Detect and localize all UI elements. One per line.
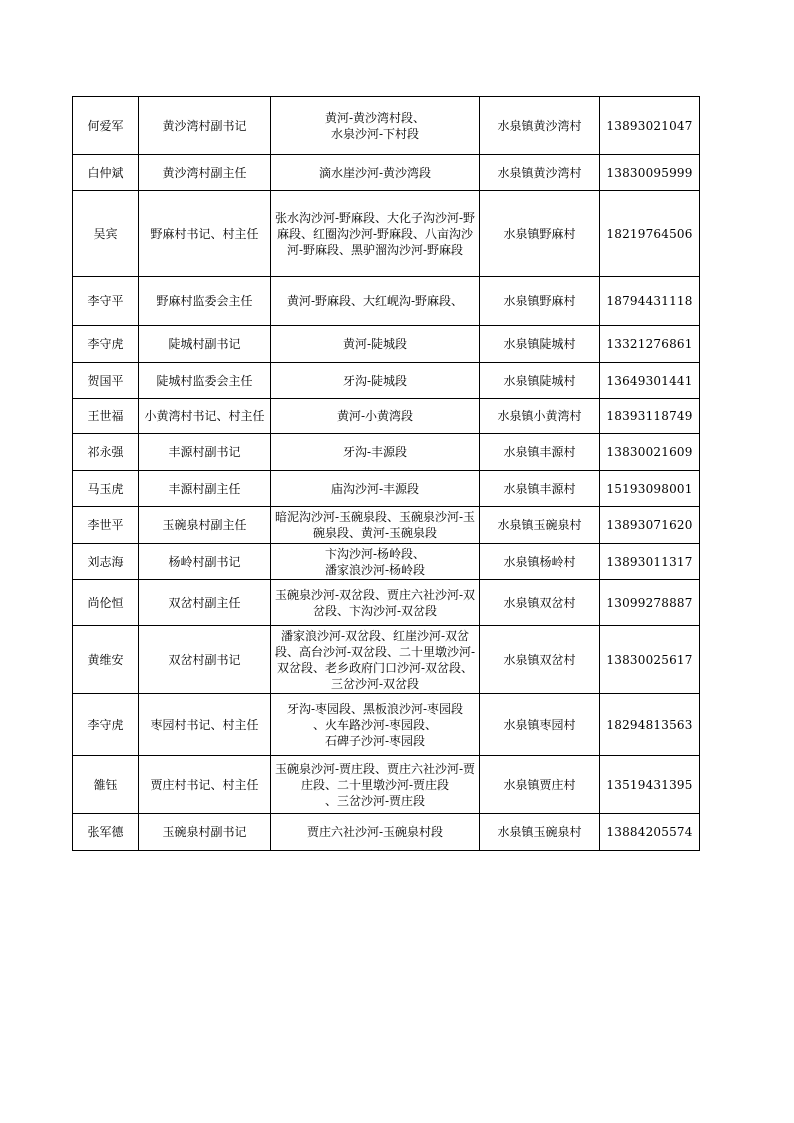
phone-cell: 13830095999 <box>600 155 700 191</box>
village-cell: 水泉镇野麻村 <box>480 277 600 326</box>
phone-cell: 13893071620 <box>600 507 700 544</box>
section-cell: 庙沟沙河-丰源段 <box>271 471 480 507</box>
name-cell: 白仲斌 <box>73 155 139 191</box>
table-row <box>73 155 700 191</box>
village-cell: 水泉镇丰源村 <box>480 434 600 471</box>
table-body <box>73 97 700 851</box>
role-cell: 陡城村监委会主任 <box>139 363 271 399</box>
table-row <box>73 626 700 694</box>
table-row <box>73 580 700 626</box>
phone-cell: 13893011317 <box>600 544 700 580</box>
village-cell: 水泉镇玉碗泉村 <box>480 814 600 851</box>
phone-cell: 18294813563 <box>600 694 700 756</box>
section-cell: 卞沟沙河-杨岭段、 潘家浪沙河-杨岭段 <box>271 544 480 580</box>
phone-cell: 18219764506 <box>600 191 700 277</box>
phone-cell: 13830021609 <box>600 434 700 471</box>
role-cell: 枣园村书记、村主任 <box>139 694 271 756</box>
section-cell: 黄河-陡城段 <box>271 326 480 363</box>
village-cell: 水泉镇贾庄村 <box>480 756 600 814</box>
name-cell: 马玉虎 <box>73 471 139 507</box>
role-cell: 双岔村副书记 <box>139 626 271 694</box>
role-cell: 玉碗泉村副书记 <box>139 814 271 851</box>
role-cell: 玉碗泉村副主任 <box>139 507 271 544</box>
village-cell: 水泉镇双岔村 <box>480 580 600 626</box>
table-row <box>73 694 700 756</box>
name-cell: 李世平 <box>73 507 139 544</box>
name-cell: 黄维安 <box>73 626 139 694</box>
table-row <box>73 277 700 326</box>
phone-cell: 13884205574 <box>600 814 700 851</box>
role-cell: 杨岭村副书记 <box>139 544 271 580</box>
village-cell: 水泉镇玉碗泉村 <box>480 507 600 544</box>
section-cell: 贾庄六社沙河-玉碗泉村段 <box>271 814 480 851</box>
role-cell: 小黄湾村书记、村主任 <box>139 399 271 434</box>
name-cell: 吴宾 <box>73 191 139 277</box>
table-row <box>73 97 700 155</box>
village-cell: 水泉镇杨岭村 <box>480 544 600 580</box>
phone-cell: 13321276861 <box>600 326 700 363</box>
role-cell: 野麻村书记、村主任 <box>139 191 271 277</box>
phone-cell: 18794431118 <box>600 277 700 326</box>
village-cell: 水泉镇黄沙湾村 <box>480 155 600 191</box>
phone-cell: 13099278887 <box>600 580 700 626</box>
section-cell: 玉碗泉沙河-贾庄段、贾庄六社沙河-贾庄段、二十里墩沙河-贾庄段 、三岔沙河-贾庄段 <box>271 756 480 814</box>
role-cell: 丰源村副书记 <box>139 434 271 471</box>
role-cell: 陡城村副书记 <box>139 326 271 363</box>
village-cell: 水泉镇陡城村 <box>480 363 600 399</box>
phone-cell: 13830025617 <box>600 626 700 694</box>
village-cell: 水泉镇陡城村 <box>480 326 600 363</box>
phone-cell: 13893021047 <box>600 97 700 155</box>
table-row <box>73 399 700 434</box>
table-row <box>73 471 700 507</box>
section-cell: 张水沟沙河-野麻段、大化子沟沙河-野麻段、红圈沟沙河-野麻段、八亩沟沙河-野麻段、黑驴溜沟沙河-野麻段 <box>271 191 480 277</box>
role-cell: 双岔村副主任 <box>139 580 271 626</box>
table-row <box>73 544 700 580</box>
section-cell: 玉碗泉沙河-双岔段、贾庄六社沙河-双岔段、卞沟沙河-双岔段 <box>271 580 480 626</box>
village-cell: 水泉镇黄沙湾村 <box>480 97 600 155</box>
table-row <box>73 434 700 471</box>
phone-cell: 13519431395 <box>600 756 700 814</box>
village-cell: 水泉镇枣园村 <box>480 694 600 756</box>
role-cell: 黄沙湾村副主任 <box>139 155 271 191</box>
role-cell: 丰源村副主任 <box>139 471 271 507</box>
name-cell: 何爱军 <box>73 97 139 155</box>
role-cell: 贾庄村书记、村主任 <box>139 756 271 814</box>
section-cell: 牙沟-丰源段 <box>271 434 480 471</box>
section-cell: 黄河-黄沙湾村段、 水泉沙河-下村段 <box>271 97 480 155</box>
name-cell: 贺国平 <box>73 363 139 399</box>
village-cell: 水泉镇野麻村 <box>480 191 600 277</box>
table-row <box>73 326 700 363</box>
table-row <box>73 191 700 277</box>
name-cell: 王世福 <box>73 399 139 434</box>
name-cell: 雒钰 <box>73 756 139 814</box>
phone-cell: 15193098001 <box>600 471 700 507</box>
name-cell: 李守平 <box>73 277 139 326</box>
section-cell: 滴水崖沙河-黄沙湾段 <box>271 155 480 191</box>
table-row <box>73 756 700 814</box>
name-cell: 张军德 <box>73 814 139 851</box>
phone-cell: 18393118749 <box>600 399 700 434</box>
section-cell: 黄河-野麻段、大红岘沟-野麻段、 <box>271 277 480 326</box>
section-cell: 黄河-小黄湾段 <box>271 399 480 434</box>
role-cell: 野麻村监委会主任 <box>139 277 271 326</box>
name-cell: 祁永强 <box>73 434 139 471</box>
role-cell: 黄沙湾村副书记 <box>139 97 271 155</box>
name-cell: 李守虎 <box>73 694 139 756</box>
section-cell: 潘家浪沙河-双岔段、红崖沙河-双岔段、高台沙河-双岔段、二十里墩沙河-双岔段、老乡政府门口沙河-双岔段、三岔沙河-双岔段 <box>271 626 480 694</box>
name-cell: 尚伦恒 <box>73 580 139 626</box>
table-row <box>73 507 700 544</box>
river-chief-table <box>72 96 700 851</box>
section-cell: 暗泥沟沙河-玉碗泉段、玉碗泉沙河-玉碗泉段、黄河-玉碗泉段 <box>271 507 480 544</box>
phone-cell: 13649301441 <box>600 363 700 399</box>
table-row <box>73 363 700 399</box>
name-cell: 刘志海 <box>73 544 139 580</box>
village-cell: 水泉镇小黄湾村 <box>480 399 600 434</box>
name-cell: 李守虎 <box>73 326 139 363</box>
section-cell: 牙沟-枣园段、黑板浪沙河-枣园段 、火车路沙河-枣园段、 石碑子沙河-枣园段 <box>271 694 480 756</box>
section-cell: 牙沟-陡城段 <box>271 363 480 399</box>
table-row <box>73 814 700 851</box>
village-cell: 水泉镇丰源村 <box>480 471 600 507</box>
village-cell: 水泉镇双岔村 <box>480 626 600 694</box>
